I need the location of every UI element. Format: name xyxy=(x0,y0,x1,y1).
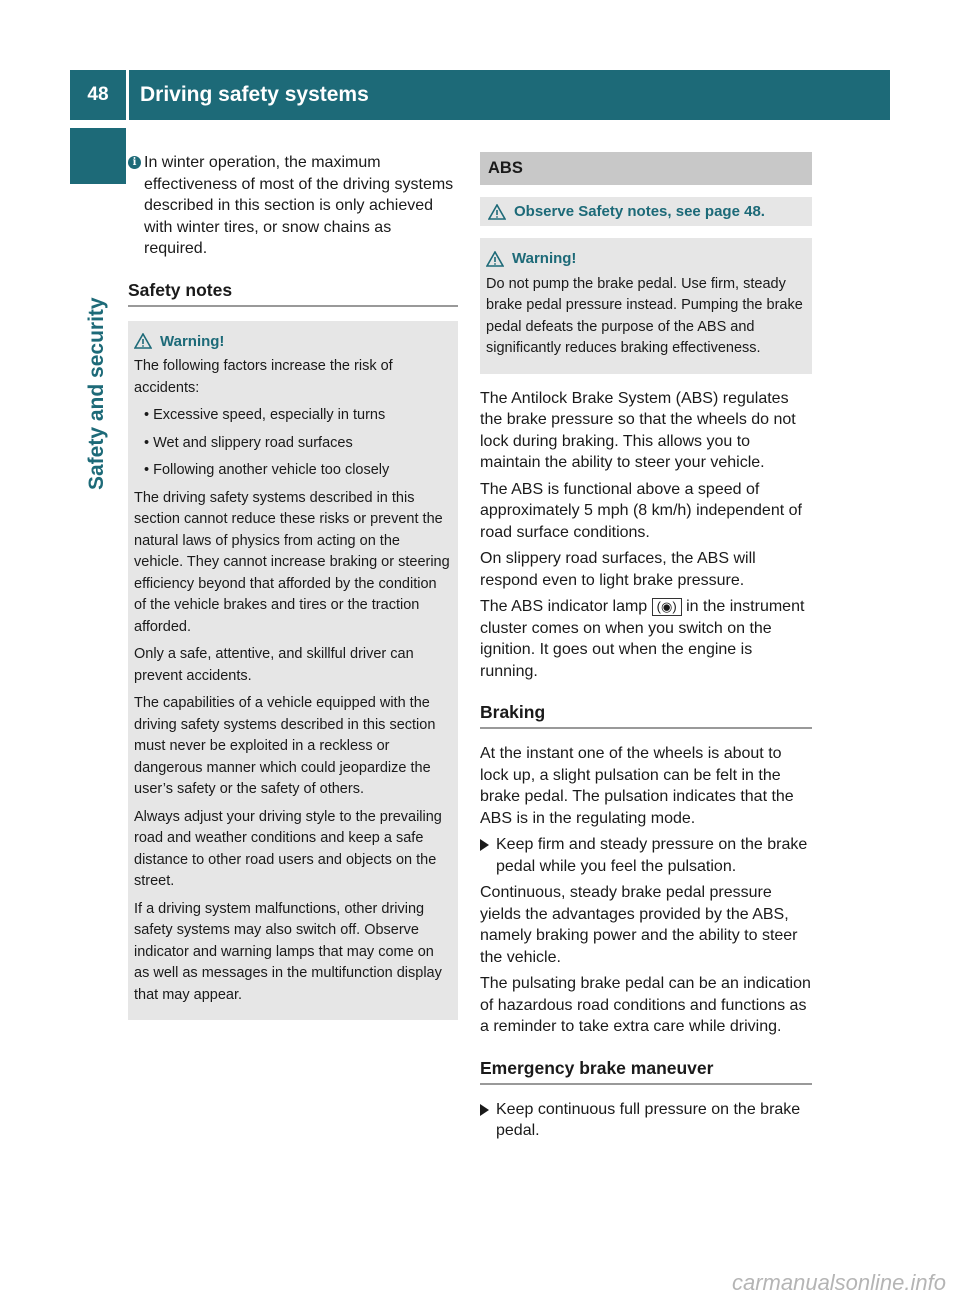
warning-title xyxy=(134,331,452,353)
warning-triangle-icon xyxy=(134,333,152,349)
right-column xyxy=(480,152,812,1147)
warning-title-text: Warning! xyxy=(512,250,577,267)
abs-paragraph: On slippery road surfaces, the ABS will respond even to light brake pressure. xyxy=(480,550,756,589)
section-heading-emergency: Emergency brake maneuver xyxy=(480,1058,812,1085)
info-icon: i xyxy=(128,156,141,169)
step-arrow-icon xyxy=(480,1104,489,1116)
warning-bullet: • Excessive speed, especially in turns xyxy=(144,407,386,423)
abs-lamp-icon: (◉) xyxy=(652,598,682,616)
abs-lamp-paragraph xyxy=(480,596,812,682)
left-column xyxy=(128,152,458,1020)
braking-paragraph: The pulsating brake pedal can be an indication of hazardous road conditions and functions as a reminder to take extra care while driving. xyxy=(480,975,811,1035)
bullet-text: Following another vehicle too closely xyxy=(153,462,390,478)
page-number: 48 xyxy=(87,84,109,105)
warning-title xyxy=(486,248,806,270)
braking-step xyxy=(480,834,812,877)
observe-note xyxy=(480,197,812,226)
warning-paragraph: Always adjust your driving style to the prevailing road and weather conditions and keep a safe distance to other road users and objects on the street. xyxy=(134,808,442,889)
warning-bullet: • Following another vehicle too closely xyxy=(144,462,390,478)
bullet-text: Excessive speed, especially in turns xyxy=(153,407,386,423)
info-note xyxy=(128,152,458,260)
warning-paragraph: The capabilities of a vehicle equipped with the driving safety systems described in this section must never be exploited in a reckless or dangerous manner which could jeopardize the user’s safety or the safety of others. xyxy=(134,695,436,797)
observe-note-text: Observe Safety notes, see page 48. xyxy=(514,203,765,220)
side-tab-block xyxy=(70,128,126,184)
warning-intro: The following factors increase the risk of accidents: xyxy=(134,358,393,396)
warning-triangle-icon xyxy=(486,251,504,267)
warning-paragraph: If a driving system malfunctions, other driving safety systems may also switch off. Observe indicator and warning lamps that may come on as well as messages in the multifunction display that may appear. xyxy=(134,900,442,1003)
warning-paragraph: The driving safety systems described in this section cannot reduce these risks or prevent the natural laws of physics from acting on the vehicle. They cannot increase braking or steering efficiency beyond that afforded by the condition of the vehicle brakes and tires or the traction afforded. xyxy=(134,489,450,635)
lamp-text-before: The ABS indicator lamp xyxy=(480,598,648,615)
side-tab-label: Safety and security xyxy=(85,297,108,490)
watermark: carmanualsonline.info xyxy=(731,1270,946,1295)
emergency-step xyxy=(480,1099,812,1142)
section-heading-braking: Braking xyxy=(480,702,812,729)
abs-heading: ABS xyxy=(480,152,812,185)
abs-warning-text: Do not pump the brake pedal. Use firm, steady brake pedal pressure instead. Pumping the brake pedal defeats the purpose of the ABS and significantly reduces braking effectiveness. xyxy=(486,275,803,356)
lamp-text-after: in the instrument cluster comes on when you switch on the ignition. It goes out when the engine is running. xyxy=(480,598,805,680)
braking-step-text: Keep firm and steady pressure on the brake pedal while you feel the pulsation. xyxy=(496,836,808,875)
warning-bullet: • Wet and slippery road surfaces xyxy=(144,434,353,451)
abs-paragraph: The Antilock Brake System (ABS) regulates the brake pressure so that the wheels do not lock during braking. This allows you to maintain the ability to steer your vehicle. xyxy=(480,389,796,471)
braking-paragraph: Continuous, steady brake pedal pressure yields the advantages provided by the ABS, namely braking power and the ability to steer the vehicle. xyxy=(480,884,798,966)
warning-paragraph: Only a safe, attentive, and skillful driver can prevent accidents. xyxy=(134,646,414,684)
step-arrow-icon xyxy=(480,839,489,851)
warning-triangle-icon xyxy=(488,204,506,220)
chapter-title: Driving safety systems xyxy=(140,83,369,106)
abs-warning-box xyxy=(480,238,812,374)
bullet-text: Wet and slippery road surfaces xyxy=(153,434,353,451)
braking-intro: At the instant one of the wheels is about to lock up, a slight pulsation can be felt in the brake pedal. The pulsation indicates that the ABS is in the regulating mode. xyxy=(480,745,794,827)
warning-title-text: Warning! xyxy=(160,332,225,350)
warning-box xyxy=(128,321,458,1021)
section-heading-safety-notes: Safety notes xyxy=(128,280,458,307)
emergency-step-text: Keep continuous full pressure on the brake pedal. xyxy=(496,1100,801,1139)
info-note-text: In winter operation, the maximum effectiveness of most of the driving systems described in this section is only achieved with winter tires, or snow chains as required. xyxy=(144,154,454,257)
header-divider xyxy=(126,70,129,120)
abs-paragraph: The ABS is functional above a speed of approximately 5 mph (8 km/h) independent of road surface conditions. xyxy=(480,480,802,541)
